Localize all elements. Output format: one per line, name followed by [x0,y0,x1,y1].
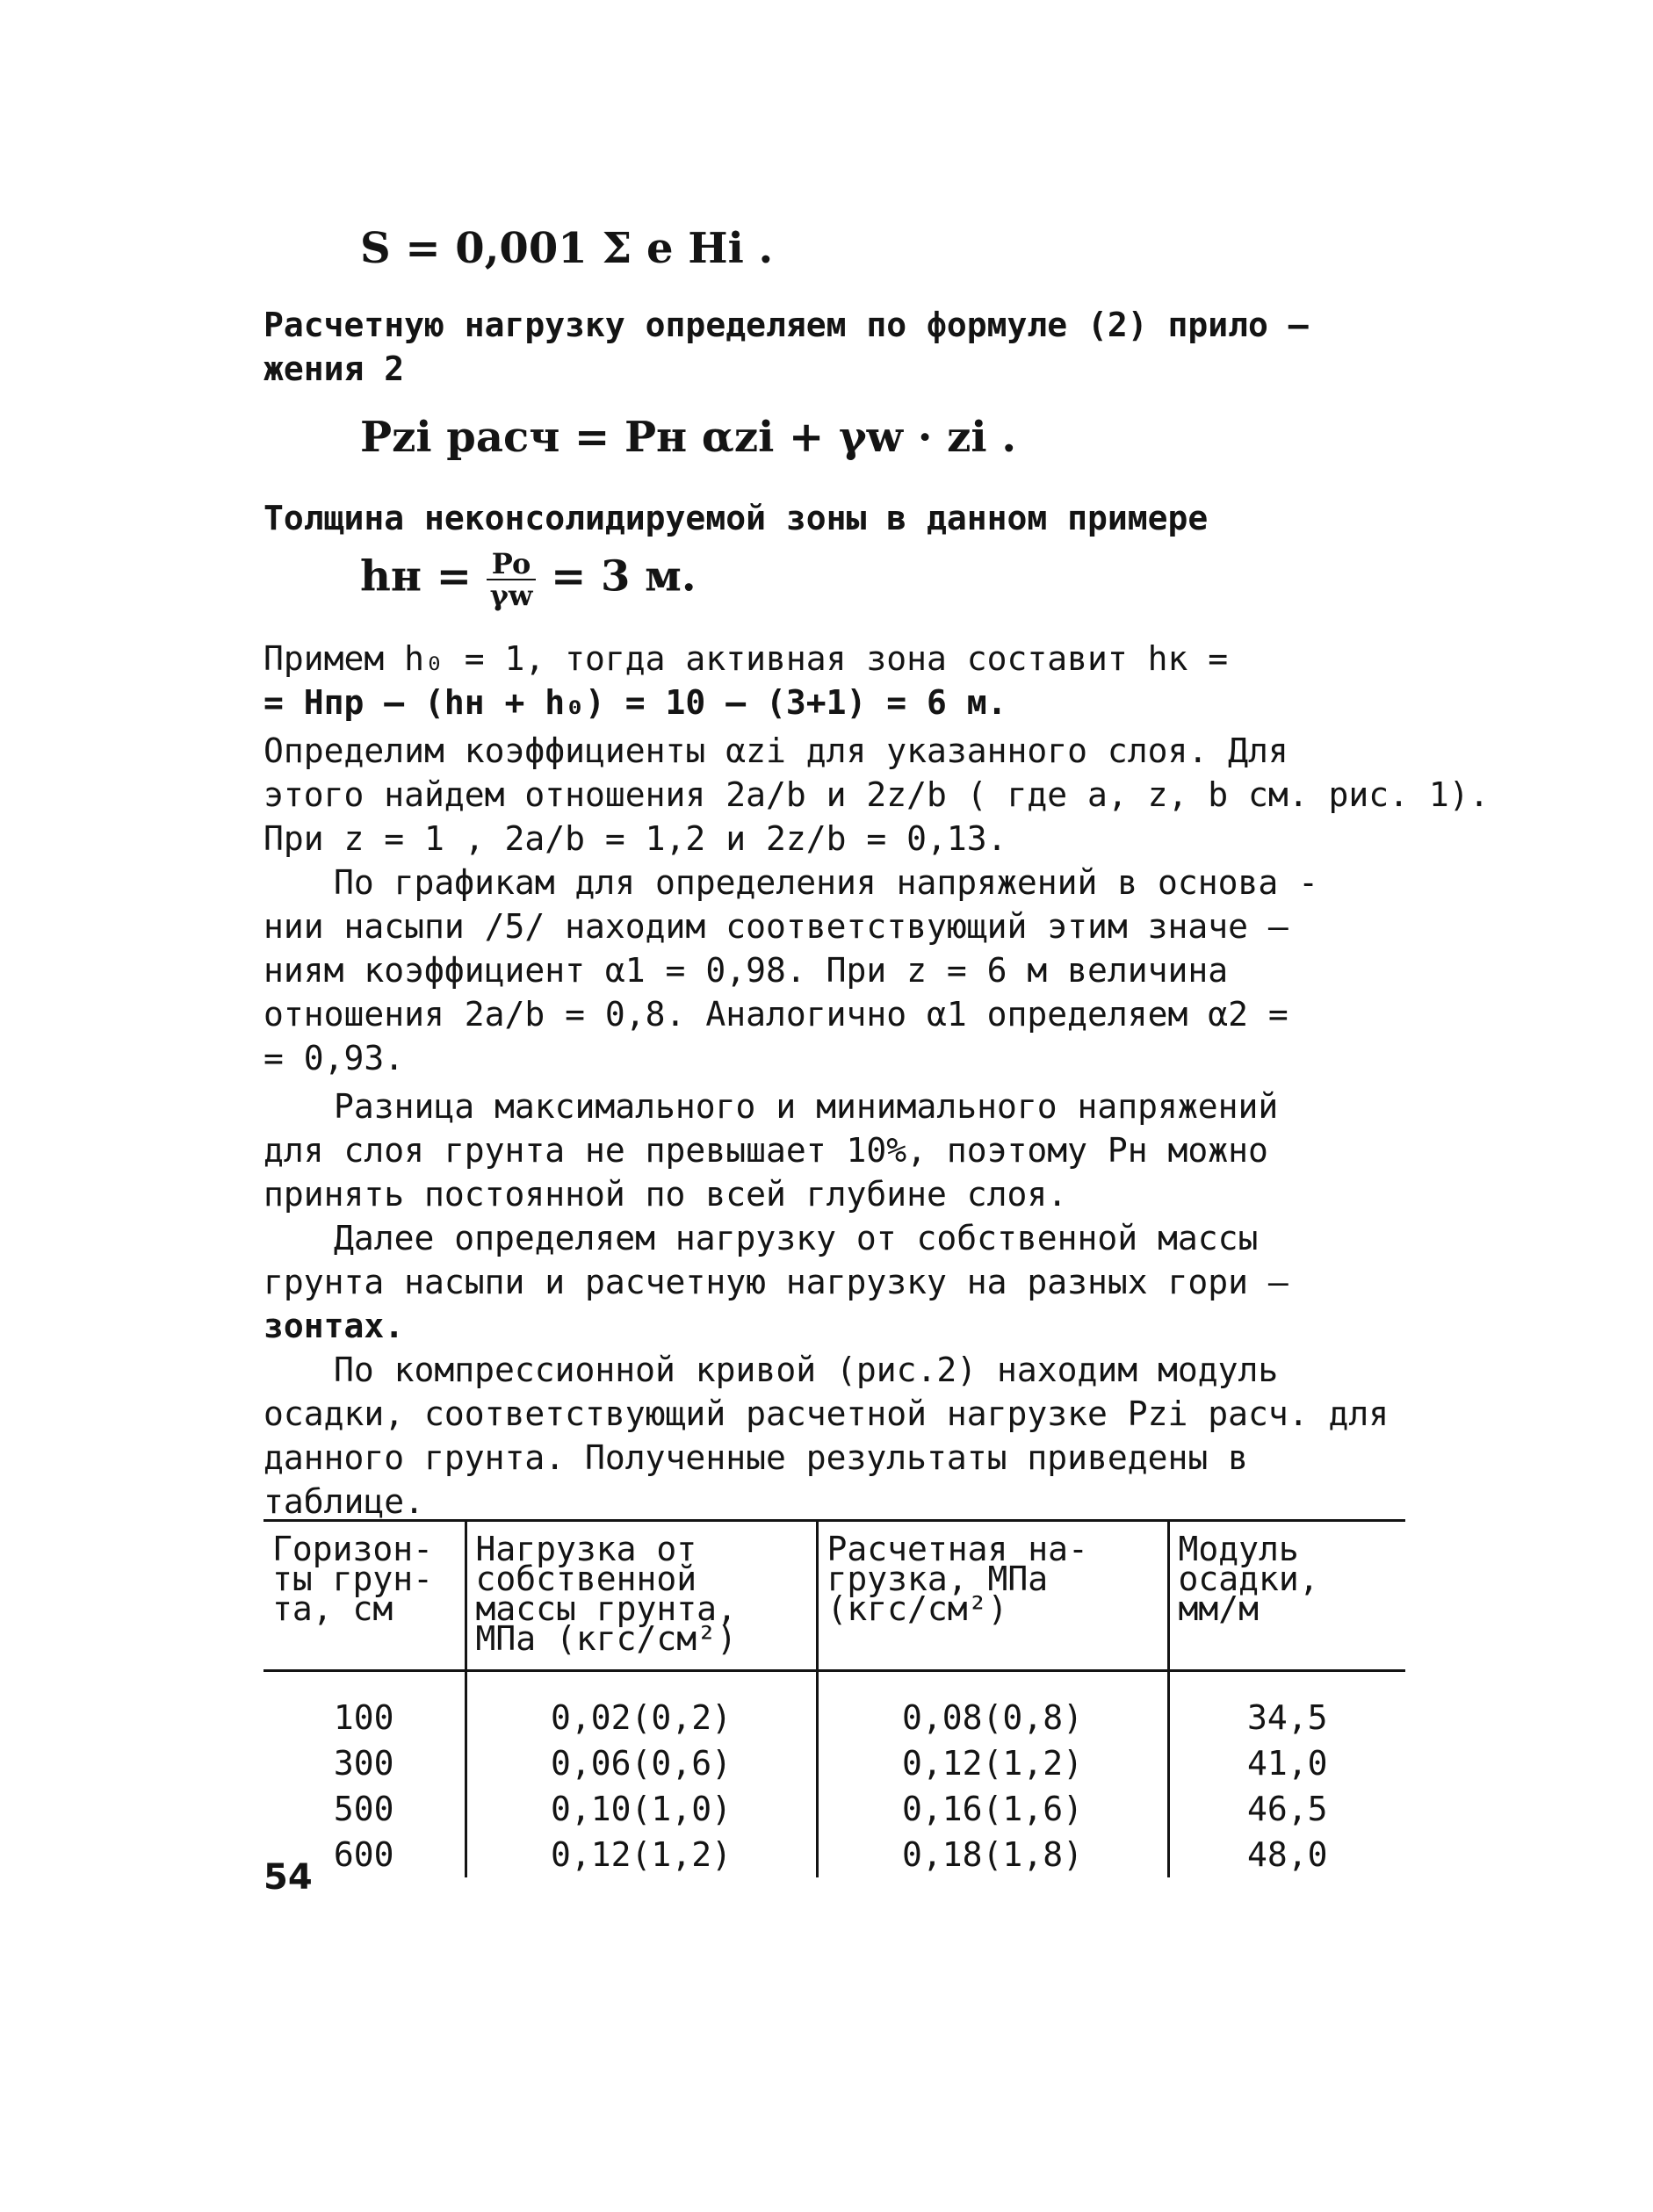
formula-left: hн = [360,551,472,602]
paragraph-line: Расчетную нагрузку определяем по формуле (2) прило – [263,306,1309,344]
cell-modulus: 34,5 [1168,1671,1405,1741]
paragraph-line: для слоя грунта не превышает 10%, поэтому Pн можно [263,1131,1268,1170]
cell-modulus: 41,0 [1168,1740,1405,1786]
cell-horizon: 300 [333,1744,394,1783]
paragraph-line: Толщина неконсолидируемой зоны в данном примере [263,499,1209,537]
paragraph-line: = Hпр – (hн + h₀) = 10 – (3+1) = 6 м. [263,683,1007,722]
cell-horizon: 100 [333,1698,394,1737]
cell-horizon: 600 [333,1835,394,1874]
cell-design-load: 0,08(0,8) [817,1671,1168,1741]
paragraph-line: Примем h₀ = 1, тогда активная зона составит hк = [263,639,1229,678]
paragraph-line: жения 2 [263,349,405,388]
formula-design-load: Pzi расч = Pн αzi + γw · zi . [360,413,1017,462]
cell-own-load: 0,12(1,2) [466,1832,817,1877]
table-header-row [263,1521,1405,1671]
paragraph-line: Определим коэффициенты αzi для указанного слоя. Для [263,731,1288,770]
paragraph-line: По графикам для определения напряжений в основа - [334,863,1319,902]
paragraph-line: принять постоянной по всей глубине слоя. [263,1175,1068,1214]
paragraph-line: По компрессионной кривой (рис.2) находим модуль [334,1351,1279,1389]
formula-fraction [487,549,537,610]
cell-own-load: 0,02(0,2) [466,1671,817,1741]
formula-right: = 3 м. [551,551,697,602]
table-row [263,1740,1405,1786]
results-table [263,1519,1405,1877]
formula-zone-thickness [360,549,697,610]
paragraph-line: отношения 2a/b = 0,8. Аналогично α1 определяем α2 = [263,995,1288,1034]
paragraph-line: этого найдем отношения 2a/b и 2z/b ( где a, z, b см. рис. 1). [263,775,1490,814]
page-number: 54 [263,1857,313,1898]
paragraph-line: грунта насыпи и расчетную нагрузку на разных гори – [263,1263,1288,1301]
cell-design-load: 0,12(1,2) [817,1740,1168,1786]
header-horizon: Горизон-ты грун-та, см [272,1530,434,1628]
fraction-numerator: Po [487,549,537,580]
cell-modulus: 48,0 [1168,1832,1405,1877]
cell-design-load: 0,18(1,8) [817,1832,1168,1877]
cell-horizon: 500 [333,1790,394,1828]
header-own-weight-load: Нагрузка от собственной массы грунта, МПа (кгс/см²) [466,1521,817,1671]
header-design-load: Расчетная на-грузка, МПа (кгс/см²) [817,1521,1168,1671]
table-row [263,1671,1405,1741]
cell-own-load: 0,06(0,6) [466,1740,817,1786]
paragraph-line: ниям коэффициент α1 = 0,98. При z = 6 м величина [263,951,1229,990]
cell-design-load: 0,16(1,6) [817,1786,1168,1832]
paragraph-line: данного грунта. Полученные результаты приведены в [263,1438,1249,1477]
paragraph-line: таблице. [263,1482,425,1521]
paragraph-line: осадки, соответствующий расчетной нагрузке Pzi расч. для [263,1394,1390,1433]
cell-modulus: 46,5 [1168,1786,1405,1832]
paragraph-line: При z = 1 , 2a/b = 1,2 и 2z/b = 0,13. [263,819,1007,858]
paragraph-line: нии насыпи /5/ находим соответствующий этим значе – [263,907,1288,946]
formula-settlement: S = 0,001 Σ e Hi . [360,224,774,273]
cell-own-load: 0,10(1,0) [466,1786,817,1832]
table-row [263,1832,1405,1877]
paragraph-line: = 0,93. [263,1039,405,1077]
paragraph-line: зонтах. [263,1307,405,1345]
fraction-denominator: γw [489,579,533,612]
paragraph-line: Разница максимального и минимального напряжений [334,1087,1279,1126]
header-settlement-modulus: Модуль осадки, мм/м [1168,1521,1405,1671]
table-row [263,1786,1405,1832]
paragraph-line: Далее определяем нагрузку от собственной массы [334,1219,1259,1257]
